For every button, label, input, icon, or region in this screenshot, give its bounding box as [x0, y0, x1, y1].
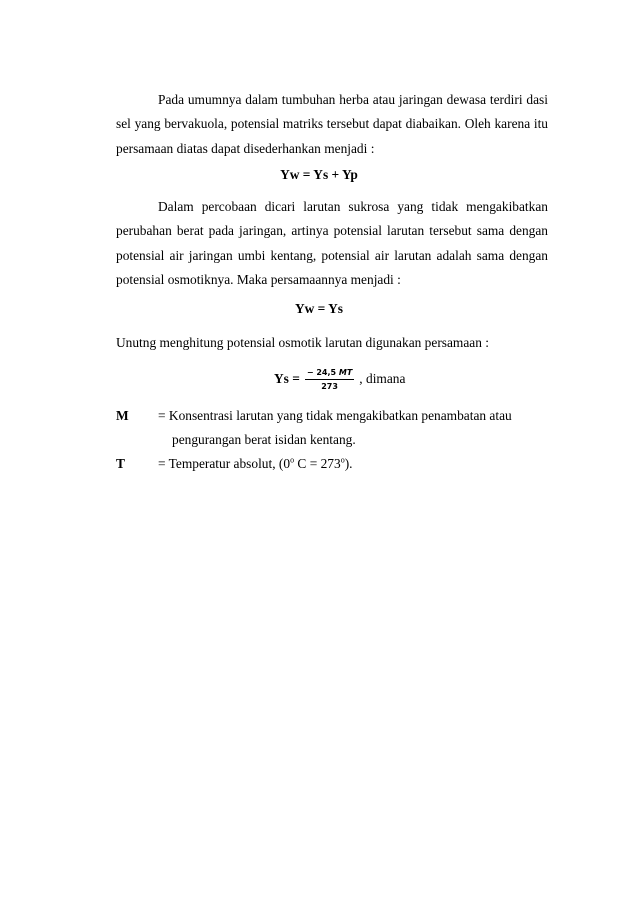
formula-denominator: 273: [321, 381, 338, 391]
definition-t: [116, 452, 556, 477]
temp-suffix: ).: [344, 456, 353, 471]
numerator-variables: MT: [338, 367, 353, 377]
degree-superscript: o: [290, 455, 295, 465]
definition-line-1: = Konsentrasi larutan yang tidak mengakibatkan penambatan atau: [158, 408, 512, 423]
formula-numerator: [305, 368, 354, 380]
definition-description: [158, 404, 556, 453]
formula-suffix: , dimana: [359, 371, 406, 386]
degree-superscript: o: [340, 455, 345, 465]
definition-line-2: pengurangan berat isidan kentang.: [172, 432, 356, 448]
definition-description: [158, 452, 556, 476]
equation-simplified: Yw = Ys: [294, 301, 344, 316]
equation-water-potential: Yw = Ys + Yp: [280, 167, 358, 182]
paragraph-osmotic-intro: Unutng menghitung potensial osmotik larutan digunakan persamaan :: [116, 335, 490, 350]
formula-fraction: [305, 368, 354, 391]
definition-term: M: [116, 408, 129, 423]
temp-middle: C = 273: [294, 456, 341, 471]
osmotic-formula: [274, 364, 405, 394]
paragraph-intro: Pada umumnya dalam tumbuhan herba atau jaringan dewasa terdiri dasi sel yang bervakuola, potensial matriks tersebut dapat diabaikan. Oleh karena itu persamaan diatas dapat disederhankan menjadi :: [116, 92, 548, 156]
paragraph-experiment: Dalam percobaan dicari larutan sukrosa yang tidak mengakibatkan perubahan berat pada jaringan, artinya potensial larutan tersebut sama dengan potensial air jaringan umbi kentang, potensial air larutan adalah sama dengan potensial osmotiknya. Maka persamaannya menjadi :: [116, 199, 548, 288]
numerator-constant: − 24,5: [306, 367, 339, 377]
temp-prefix: = Temperatur absolut, (0: [158, 456, 291, 471]
definition-term: T: [116, 456, 125, 471]
definition-m: [116, 404, 556, 454]
formula-lhs: Ys =: [274, 371, 300, 386]
